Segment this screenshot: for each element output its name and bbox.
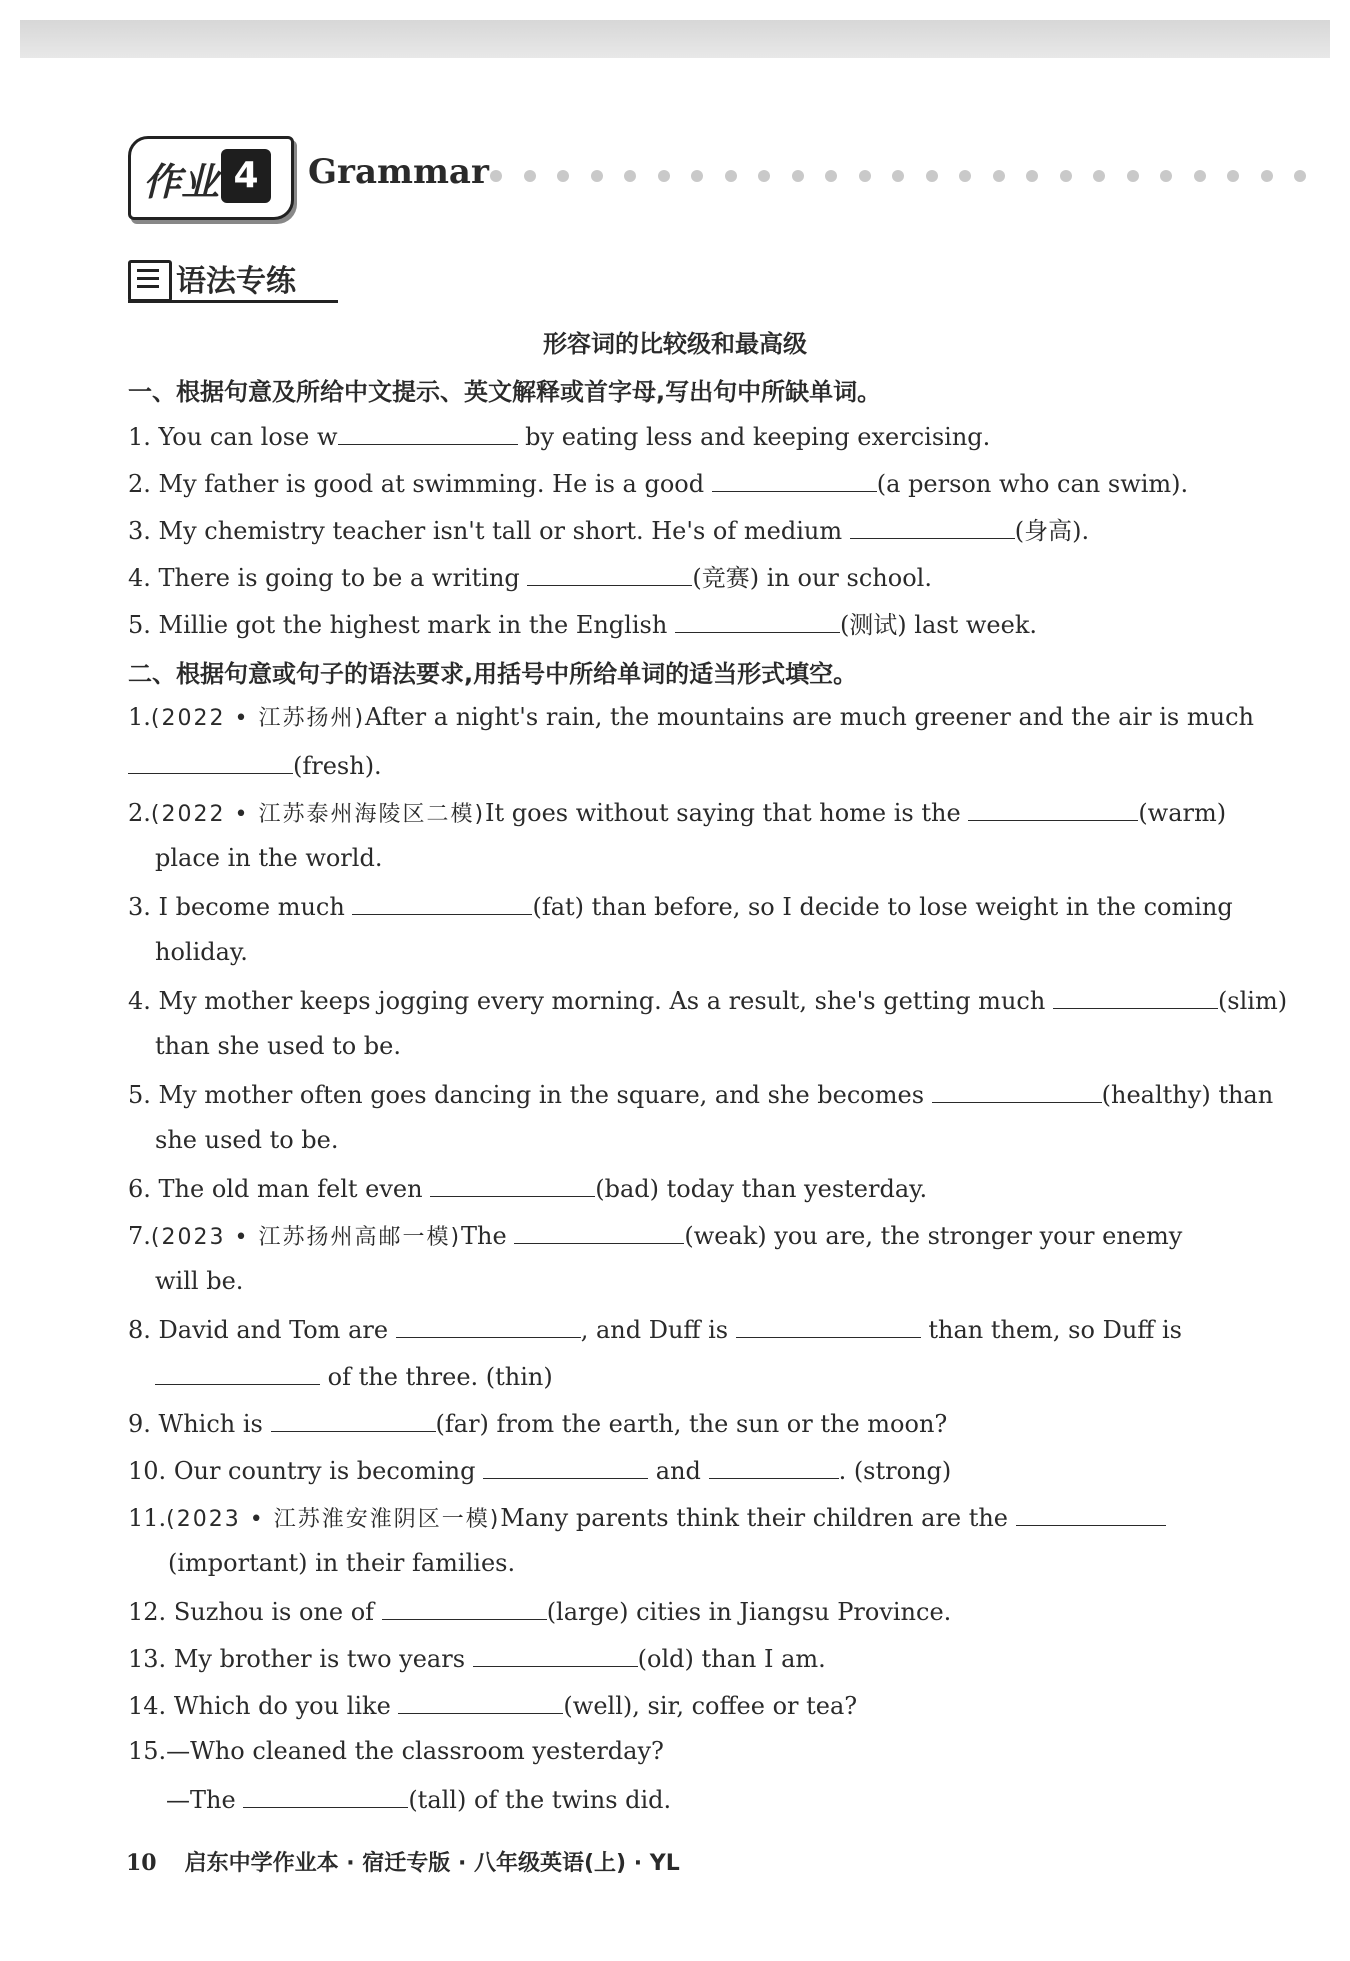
exercise-item: 2.(2022 • 江苏泰州海陵区二模)It goes without saying that home is the (warm): [128, 796, 1283, 830]
exercise-item-cont: place in the world.: [155, 844, 383, 872]
answer-blank[interactable]: [483, 1454, 648, 1479]
homework-badge: [128, 136, 294, 220]
page-header: [128, 136, 1328, 216]
exercise-item: 12. Suzhou is one of (large) cities in Jiangsu Province.: [128, 1595, 1283, 1627]
exercise-item-cont: will be.: [155, 1267, 244, 1295]
answer-blank[interactable]: [712, 467, 877, 492]
answer-blank[interactable]: [736, 1313, 921, 1338]
exercise-item: 4. There is going to be a writing (竞赛) in our school.: [128, 561, 1283, 593]
answer-blank[interactable]: [396, 1313, 581, 1338]
topic-title: 形容词的比较级和最高级: [543, 330, 807, 358]
answer-blank[interactable]: [473, 1642, 638, 1667]
answer-blank[interactable]: [709, 1454, 839, 1479]
exercise-item: 1.(2022 • 江苏扬州)After a night's rain, the mountains are much greener and the air is much: [128, 703, 1254, 731]
exercise-item: 15.—Who cleaned the classroom yesterday?: [128, 1737, 664, 1765]
section-label: [128, 256, 338, 304]
badge-number: 4: [221, 149, 271, 203]
footer-text: 启东中学作业本 · 宿迁专版 · 八年级英语(上) · YL: [184, 1851, 680, 1876]
exercise-item: 2. My father is good at swimming. He is a good (a person who can swim).: [128, 467, 1283, 499]
lesson-title: Grammar: [308, 152, 489, 192]
dot-divider: [490, 170, 1306, 182]
exercise-item: 14. Which do you like (well), sir, coffee or tea?: [128, 1689, 1283, 1721]
answer-blank[interactable]: [243, 1783, 408, 1808]
exercise-item: 3. My chemistry teacher isn't tall or short. He's of medium (身高).: [128, 514, 1283, 546]
exercise-item: 11.(2023 • 江苏淮安淮阴区一模)Many parents think their children are the: [128, 1501, 1283, 1535]
answer-blank[interactable]: [1016, 1501, 1166, 1526]
exercise-item-cont: holiday.: [155, 938, 248, 966]
exercise-item: 13. My brother is two years (old) than I am.: [128, 1642, 1283, 1674]
exercise-item: 9. Which is (far) from the earth, the sun or the moon?: [128, 1407, 1283, 1439]
page-footer: [126, 1846, 680, 1877]
exercise-item: 4. My mother keeps jogging every morning. As a result, she's getting much (slim): [128, 984, 1283, 1016]
answer-blank[interactable]: [155, 1360, 320, 1385]
exercise-item: 3. I become much (fat) than before, so I decide to lose weight in the coming: [128, 890, 1283, 922]
section-underline: [128, 300, 338, 303]
exercise-item: 5. My mother often goes dancing in the square, and she becomes (healthy) than: [128, 1078, 1283, 1110]
exercise-item-cont: than she used to be.: [155, 1032, 401, 1060]
answer-blank[interactable]: [338, 420, 518, 445]
answer-blank[interactable]: [128, 749, 293, 774]
answer-blank[interactable]: [271, 1407, 436, 1432]
exercise-item: 1. You can lose w by eating less and keeping exercising.: [128, 420, 1283, 452]
answer-blank[interactable]: [527, 561, 692, 586]
answer-blank[interactable]: [968, 796, 1138, 821]
exercise-item: 7.(2023 • 江苏扬州高邮一模)The (weak) you are, the stronger your enemy: [128, 1219, 1283, 1253]
answer-blank[interactable]: [382, 1595, 547, 1620]
exercise-item-cont: of the three. (thin): [155, 1360, 1310, 1392]
exercise-item-cont: (important) in their families.: [168, 1549, 516, 1577]
exercise-item: 10. Our country is becoming and . (strong): [128, 1454, 1283, 1486]
exercise-item: 6. The old man felt even (bad) today than yesterday.: [128, 1172, 1283, 1204]
answer-blank[interactable]: [1053, 984, 1218, 1009]
exercise-item-cont: she used to be.: [155, 1126, 339, 1154]
exercise-item: 8. David and Tom are , and Duff is than them, so Duff is: [128, 1313, 1283, 1345]
answer-blank[interactable]: [932, 1078, 1102, 1103]
exercise-item-cont: (fresh).: [128, 749, 1283, 781]
section-label-text: 语法专练: [176, 264, 296, 299]
badge-text: 作业: [143, 160, 220, 204]
answer-blank[interactable]: [430, 1172, 595, 1197]
notebook-icon: [128, 260, 172, 302]
top-band: [20, 20, 1330, 58]
answer-blank[interactable]: [398, 1689, 563, 1714]
exercise-item: 5. Millie got the highest mark in the English (测试) last week.: [128, 608, 1283, 640]
page-number: 10: [126, 1850, 157, 1876]
answer-blank[interactable]: [352, 890, 532, 915]
part2-heading: 二、根据句意或句子的语法要求,用括号中所给单词的适当形式填空。: [128, 660, 858, 688]
answer-blank[interactable]: [514, 1219, 684, 1244]
exercise-item-cont: —The (tall) of the twins did.: [166, 1783, 1321, 1815]
part1-heading: 一、根据句意及所给中文提示、英文解释或首字母,写出句中所缺单词。: [128, 378, 882, 406]
answer-blank[interactable]: [675, 608, 840, 633]
answer-blank[interactable]: [850, 514, 1015, 539]
